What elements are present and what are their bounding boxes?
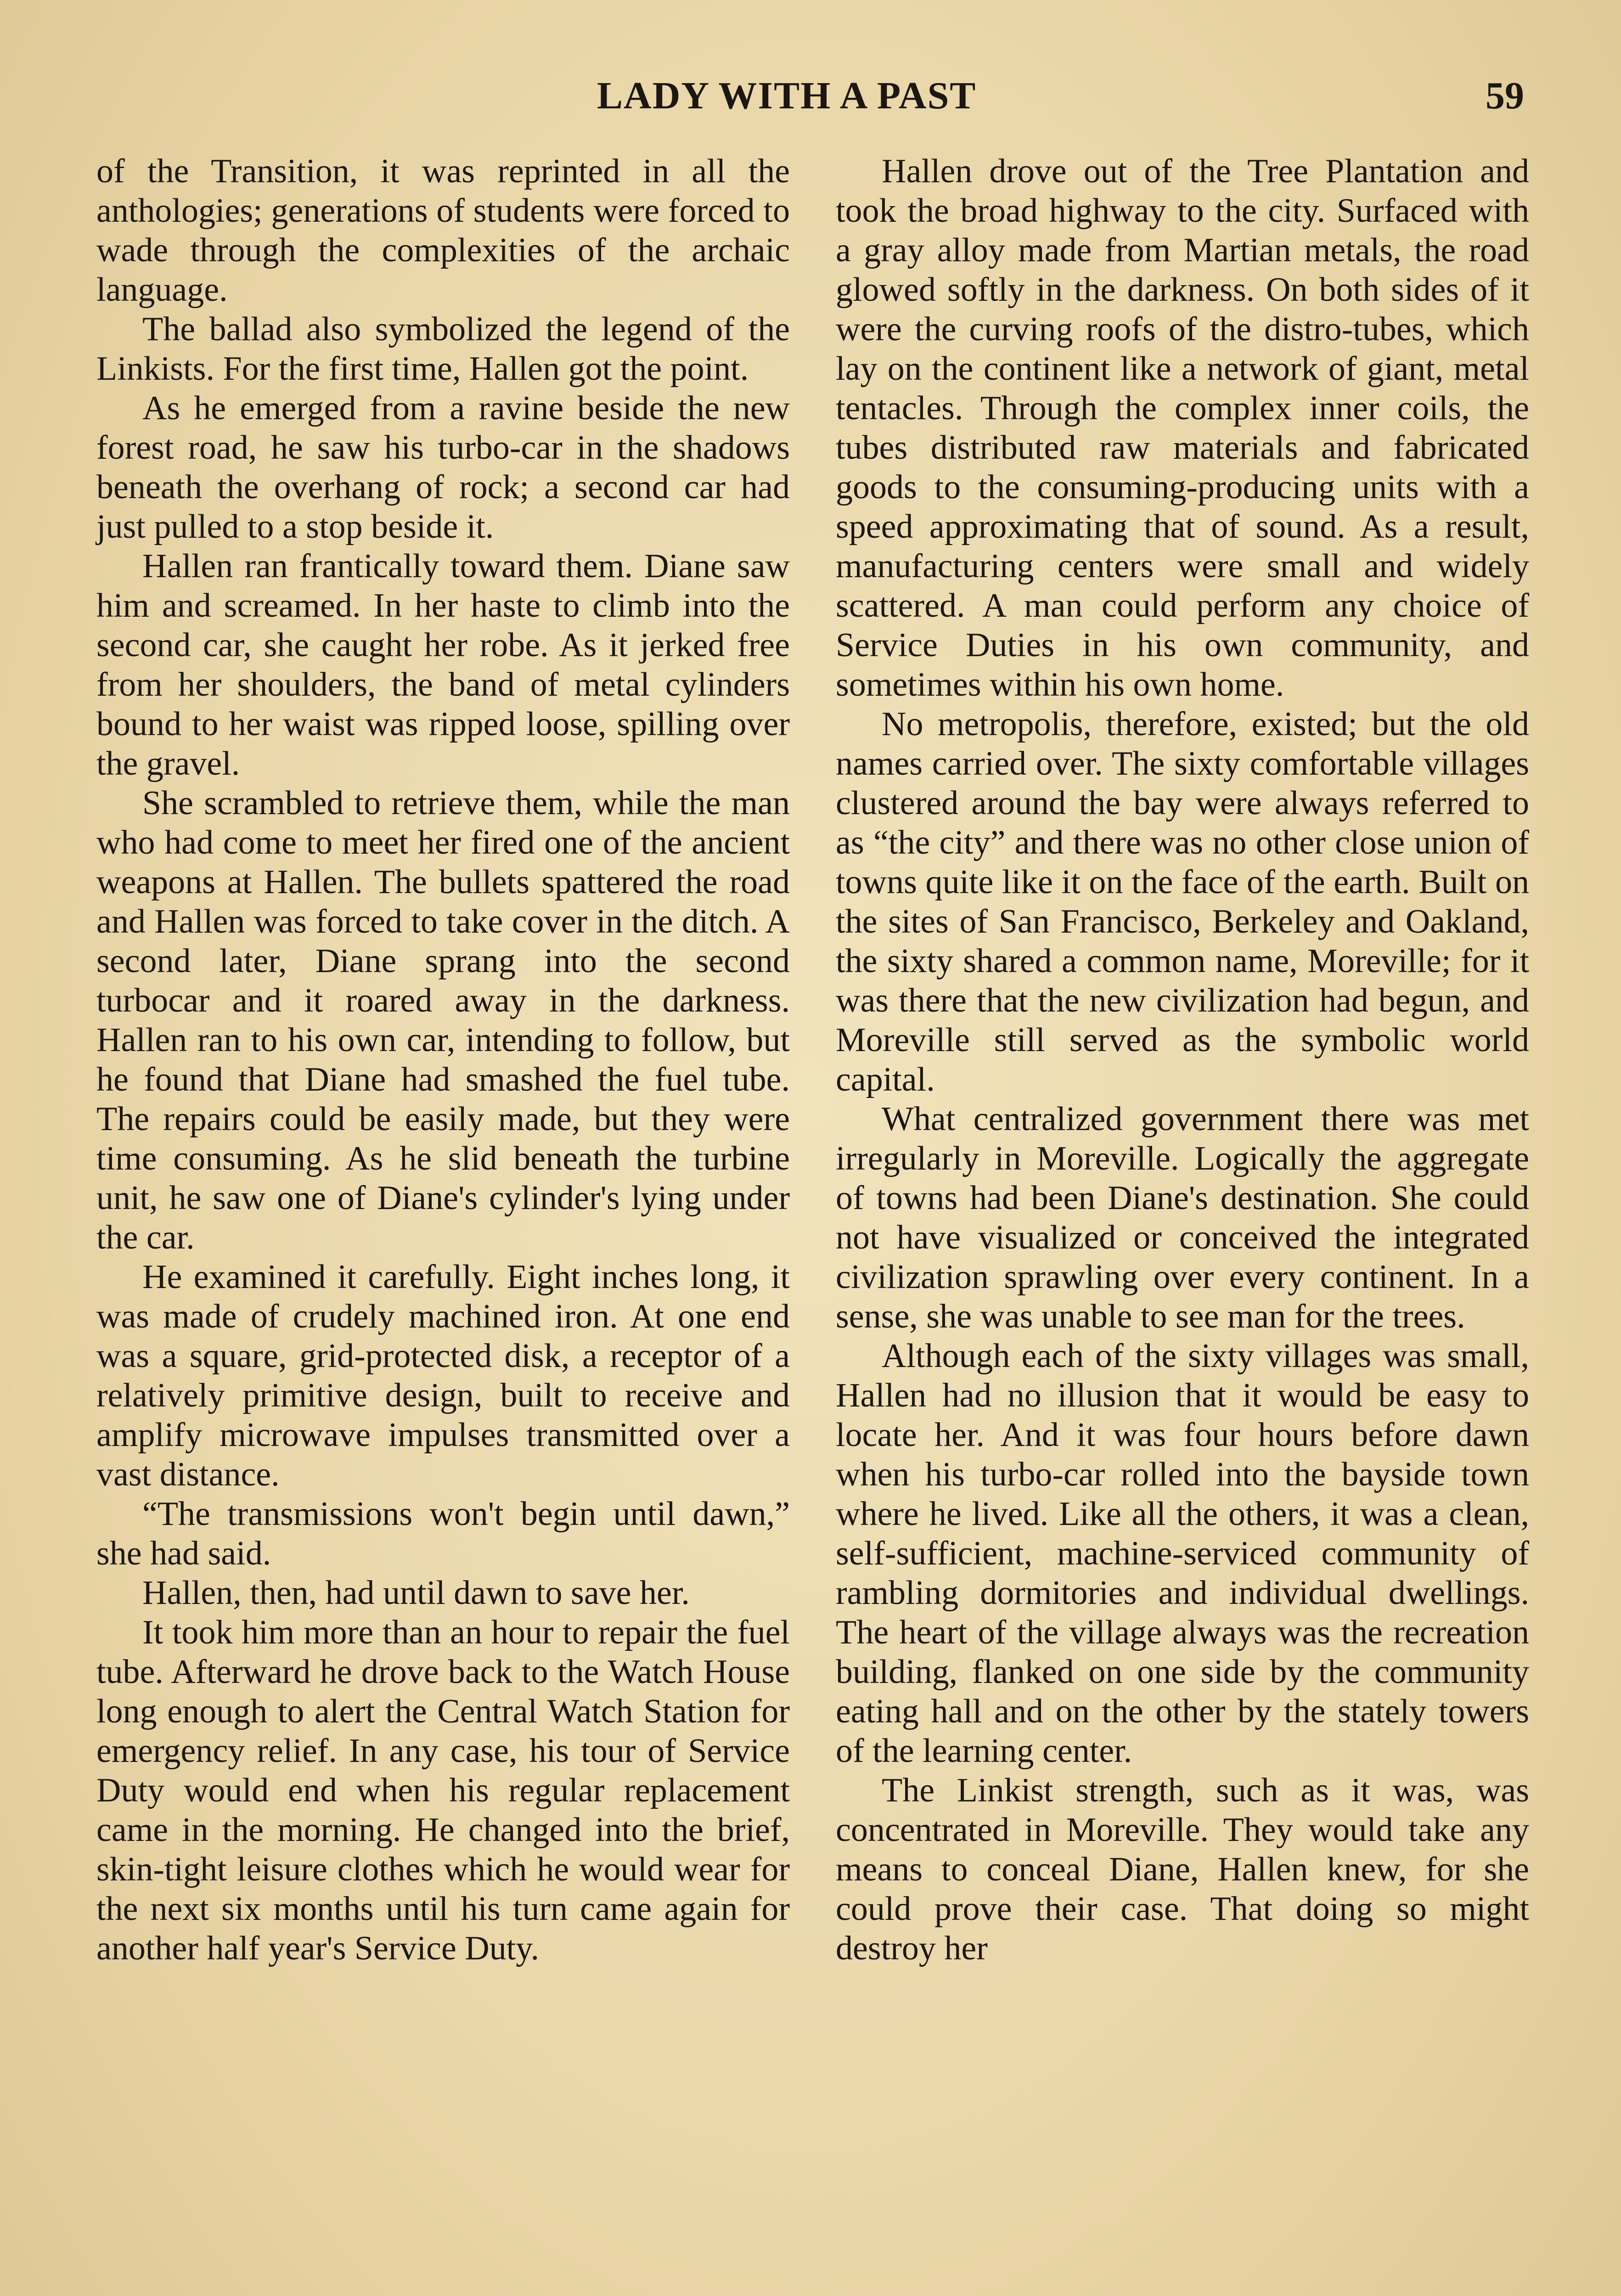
paragraph: It took him more than an hour to repair the fuel tube. Afterward he drove back to the Watch House long enough to alert the Central Watch Station for emergency relief. In any case, his tour of Service Duty would end when his regular replacement came in the morning. He changed into the brief, skin-tight leisure clothes which he would wear for the next six months until his turn came again for another half year's Service Duty. (96, 1614, 790, 1967)
paragraph: He examined it carefully. Eight inches long, it was made of crudely machined iron. At one end was a square, grid-protected disk, a receptor of a relatively primitive design, built to receive and amplify microwave impulses transmitted over a vast distance. (96, 1258, 790, 1493)
paragraph: The ballad also symbolized the legend of the Linkists. For the first time, Hallen got the point. (96, 310, 790, 388)
story-title: LADY WITH A PAST (597, 74, 977, 117)
paragraph: Hallen ran frantically toward them. Diane saw him and screamed. In her haste to climb into the second car, she caught her robe. As it jerked free from her shoulders, the band of metal cylinders bound to her waist was ripped loose, spilling over the gravel. (96, 547, 790, 782)
paragraph: She scrambled to retrieve them, while the man who had come to meet her fired one of the ancient weapons at Hallen. The bullets spattered the road and Hallen was forced to take cover in the ditch. A second later, Diane sprang into the second turbocar and it roared away in the darkness. Hallen ran to his own car, intending to follow, but he found that Diane had smashed the fuel tube. The repairs could be easily made, but they were time consuming. As he slid beneath the turbine unit, he saw one of Diane's cylinder's lying under the car. (96, 784, 790, 1256)
paragraph: The Linkist strength, such as it was, was concentrated in Moreville. They would take any means to conceal Diane, Hallen knew, for she could prove their case. That doing so might destroy her (836, 1772, 1529, 1967)
paragraph: Hallen, then, had until dawn to save her. (142, 1574, 690, 1612)
paragraph: of the Transition, it was reprinted in all the anthologies; generations of students were forced to wade through the complexities of the archaic language. (96, 152, 790, 309)
right-column (836, 152, 1529, 1968)
page-number: 59 (1486, 74, 1524, 117)
paragraph: As he emerged from a ravine beside the new forest road, he saw his turbo-car in the shadows beneath the overhang of rock; a second car had just pulled to a stop beside it. (96, 389, 790, 546)
paragraph: “The transmissions won't begin until dawn,” she had said. (96, 1495, 790, 1572)
left-column (96, 152, 790, 1968)
paragraph: Hallen drove out of the Tree Plantation and took the broad highway to the city. Surfaced with a gray alloy made from Martian metals, the road glowed softly in the darkness. On both sides of it were the curving roofs of the distro-tubes, which lay on the continent like a network of giant, metal tentacles. Through the complex inner coils, the tubes distributed raw materials and fabricated goods to the consuming-producing units with a speed approximating that of sound. As a result, manufacturing centers were small and widely scattered. A man could perform any choice of Service Duties in his own community, and sometimes within his own home. (836, 152, 1529, 703)
paragraph: Although each of the sixty villages was small, Hallen had no illusion that it would be easy to locate her. And it was four hours before dawn when his turbo-car rolled into the bayside town where he lived. Like all the others, it was a clean, self-sufficient, machine-serviced community of rambling dormitories and individual dwellings. The heart of the village always was the recreation building, flanked on one side by the community eating hall and on the other by the stately towers of the learning center. (836, 1337, 1529, 1770)
paragraph: No metropolis, therefore, existed; but the old names carried over. The sixty comfortable villages clustered around the bay were always referred to as “the city” and there was no other close union of towns quite like it on the face of the earth. Built on the sites of San Francisco, Berkeley and Oakland, the sixty shared a common name, Moreville; for it was there that the new civilization had begun, and Moreville still served as the symbolic world capital. (836, 705, 1529, 1098)
running-head (0, 73, 1621, 124)
paragraph: What centralized government there was met irregularly in Moreville. Logically the aggregate of towns had been Diane's destination. She could not have visualized or conceived the integrated civilization sprawling over every continent. In a sense, she was unable to see man for the trees. (836, 1100, 1529, 1335)
